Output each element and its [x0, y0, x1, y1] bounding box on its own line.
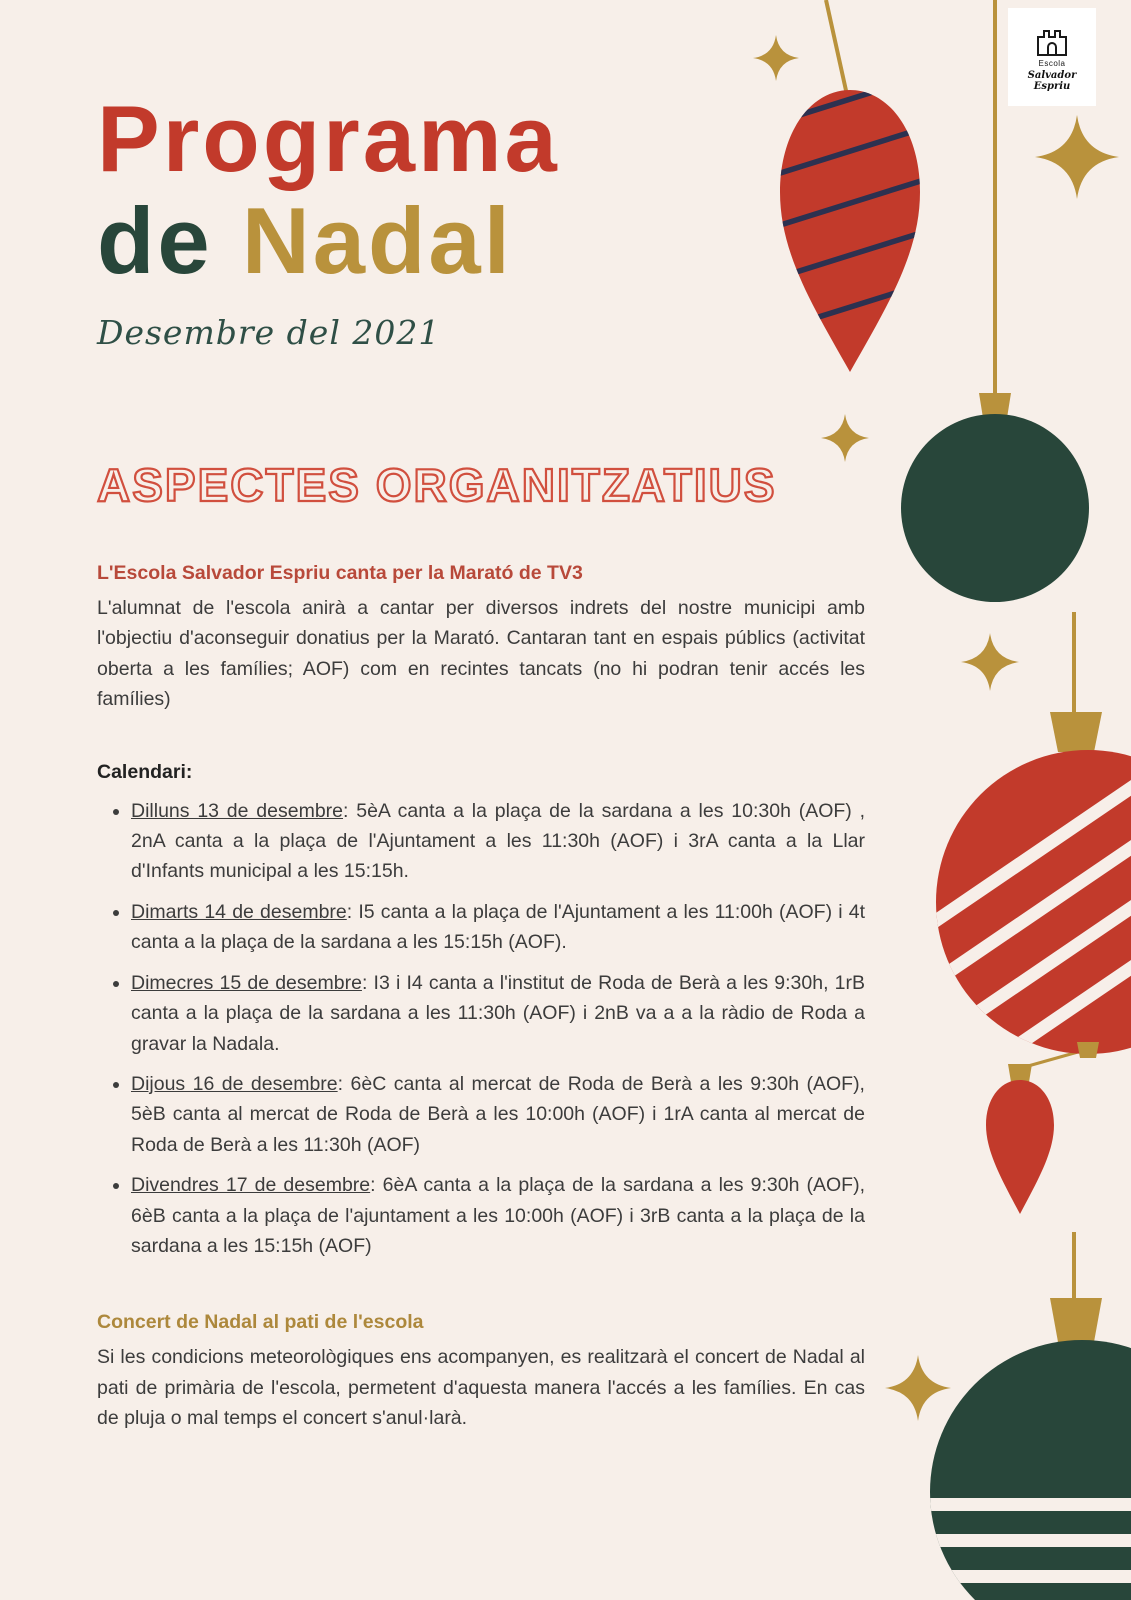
- title-word-de: de: [97, 187, 213, 293]
- bauble-ball-green-ornament: [901, 393, 1089, 602]
- bauble-ball-red-striped-ornament: [915, 700, 1131, 1115]
- calendar-item: [131, 796, 865, 887]
- section-heading-organitzatius: ASPECTES ORGANITZATIUS: [97, 459, 777, 512]
- logo-text-escola: Escola: [1038, 58, 1066, 68]
- calendar-item-details: : 5èA canta a la plaça de la sardana a les 10:30h (AOF) , 2nA canta a la plaça de l'Ajuntament a les 11:30h (AOF) i 3rA canta a la Llar d'Infants municipal a les 15:15h.: [131, 799, 865, 883]
- logo-text-name: Salvador Espriu: [1027, 69, 1077, 92]
- calendar-item: [131, 1069, 865, 1160]
- school-logo: [1008, 8, 1096, 106]
- calendar-item: [131, 1170, 865, 1261]
- marato-paragraph: L'alumnat de l'escola anirà a cantar per diversos indrets del nostre municipi amb l'objectiu d'aconseguir donatius per la Marató. Cantaran tant en espais públics (activitat oberta a les famílies; AOF) com en recintes tancats (no hi podran tenir accés les famílies): [97, 597, 865, 711]
- poster-subtitle-date: Desembre del 2021: [97, 313, 441, 353]
- title-word-programa: Programa: [97, 86, 560, 191]
- concert-heading: Concert de Nadal al pati de l'escola: [97, 1311, 424, 1334]
- calendar-item-details: : 6èC canta al mercat de Roda de Berà a les 9:30h (AOF), 5èB canta al mercat de Roda de Berà a les 10:00h (AOF) i 1rA canta al mercat de Roda de Berà a les 11:30h (AOF): [131, 1072, 865, 1156]
- calendar-item: [131, 897, 865, 958]
- bauble-drop-small-ornament: [986, 1064, 1054, 1214]
- poster-title-line2: [97, 187, 865, 293]
- title-word-nadal: Nadal: [241, 187, 513, 293]
- calendar-item-day: Dimarts 14 de desembre: [131, 900, 347, 923]
- concert-paragraph: Si les condicions meteorològiques ens acompanyen, es realitzarà el concert de Nadal al pati de primària de l'escola, permetent d'aquesta manera l'accés a les famílies. En cas de pluja o mal temps el concert s'anul·larà.: [97, 1346, 865, 1430]
- calendar-item-day: Dilluns 13 de desembre: [131, 799, 344, 822]
- calendar-list: [97, 796, 865, 1262]
- calendar-item-day: Divendres 17 de desembre: [131, 1174, 371, 1197]
- calendar-item-day: Dimecres 15 de desembre: [131, 971, 362, 994]
- calendar-item-details: : 6èA canta a la plaça de la sardana a les 9:30h (AOF), 6èB canta a la plaça de l'ajuntament a les 10:00h (AOF) i 3rB canta a la plaça de la sardana a les 15:15h (AOF): [131, 1174, 865, 1257]
- calendar-item-day: Dijous 16 de desembre: [131, 1072, 338, 1095]
- calendar-item: [131, 968, 865, 1059]
- calendar-heading: Calendari:: [97, 760, 193, 783]
- calendar-item-details: : I3 i I4 canta a l'institut de Roda de Berà a les 9:30h, 1rB canta a la plaça de la sardana a les 11:30h (AOF) i 2nB va a a la ràdio de Roda a gravar la Nadala.: [131, 971, 866, 1055]
- school-building-icon: [1032, 23, 1072, 57]
- marato-heading: L'Escola Salvador Espriu canta per la Marató de TV3: [97, 562, 583, 585]
- bauble-ball-green-bottom-ornament: [905, 1298, 1131, 1600]
- poster-content: [97, 0, 865, 1434]
- poster-title-line1: [97, 88, 865, 190]
- calendar-item-details: : I5 canta a la plaça de l'Ajuntament a les 11:00h (AOF) i 4t canta a la plaça de la sardana a les 15:15h (AOF).: [131, 900, 865, 954]
